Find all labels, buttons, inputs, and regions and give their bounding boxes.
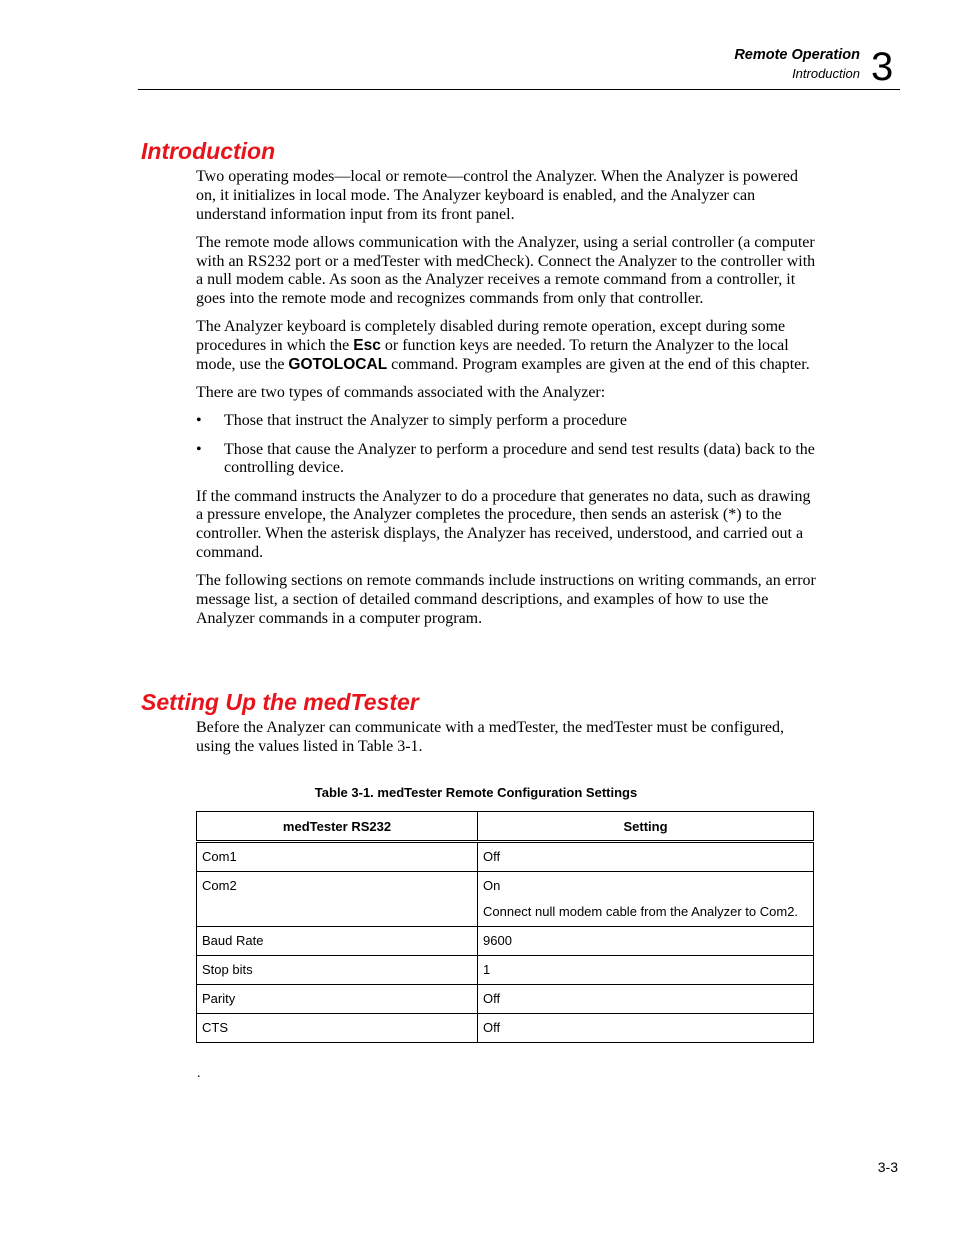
running-title: Remote Operation [734, 47, 860, 63]
cell-name: Parity [197, 985, 478, 1014]
intro-paragraph-6: The following sections on remote commands include instructions on writing commands, an error message list, a section of detailed command descriptions, and examples of how to use the Analyzer commands in a computer program. [196, 572, 816, 627]
cell-name: Com2 [197, 872, 478, 927]
table-header-row [197, 812, 814, 842]
cell-name: Com1 [197, 842, 478, 872]
intro-paragraph-1: Two operating modes—local or remote—control the Analyzer. When the Analyzer is powered on, it initializes in local mode. The Analyzer keyboard is enabled, and the Analyzer can understand information input from its front panel. [196, 168, 798, 223]
bullet-icon: • [196, 440, 202, 458]
cell-note: Connect null modem cable from the Analyzer to Com2. [483, 904, 799, 919]
page-number: 3-3 [877, 1159, 898, 1175]
setup-heading: Setting Up the medTester [141, 689, 419, 715]
config-table [196, 811, 814, 1043]
intro-p3-part-a: The Analyzer keyboard is completely disabled during remote operation, except during some procedures in which the [196, 318, 786, 355]
intro-paragraph-2: The remote mode allows communication with the Analyzer, using a serial controller (a computer with an RS232 port or a medTester with medCheck). Connect the Analyzer to the controller with a null modem cable. As soon as the Analyzer receives a remote command from a controller, it goes into the remote mode and recognizes commands from only that controller. [196, 233, 816, 308]
cell-setting: On [483, 878, 501, 893]
list-item [196, 412, 816, 431]
cell-setting: Off [478, 842, 814, 872]
intro-p3-part-c: command. Program examples are given at the end of this chapter. [387, 355, 810, 373]
command-types-list [196, 412, 816, 478]
cell-setting: Off [478, 985, 814, 1014]
bullet-icon: • [196, 412, 202, 430]
intro-paragraph-4: There are two types of commands associated with the Analyzer: [196, 384, 606, 402]
running-header [734, 46, 860, 84]
intro-body [196, 168, 816, 638]
cell-name: CTS [197, 1014, 478, 1043]
intro-paragraph-5: If the command instructs the Analyzer to do a procedure that generates no data, such as drawing a pressure envelope, the Analyzer completes the procedure, then sends an asterisk (*) to the controller. When the asterisk displays, the Analyzer has received, understood, and carried out a command. [196, 487, 811, 561]
table-row [197, 956, 814, 985]
cell-setting: 1 [478, 956, 814, 985]
column-header-setting: Setting [478, 812, 814, 842]
cell-setting: Off [478, 1014, 814, 1043]
table-row [197, 1014, 814, 1043]
table-caption: Table 3-1. medTester Remote Configuration Settings [314, 785, 638, 800]
cell-name: Baud Rate [197, 927, 478, 956]
list-item-text: Those that instruct the Analyzer to simply perform a procedure [224, 412, 627, 430]
intro-paragraph-3 [196, 318, 816, 374]
running-subtitle: Introduction [792, 66, 860, 81]
chapter-number: 3 [871, 45, 894, 89]
esc-key-label: Esc [353, 337, 381, 355]
setup-body [196, 719, 816, 766]
list-item-text: Those that cause the Analyzer to perform a procedure and send test results (data) back to the controlling device. [224, 440, 815, 477]
intro-heading: Introduction [141, 138, 276, 164]
table-row [197, 927, 814, 956]
gotolocal-command-label: GOTOLOCAL [288, 355, 388, 373]
stray-period: . [197, 1066, 201, 1081]
cell-name: Stop bits [197, 956, 478, 985]
table-row [197, 842, 814, 872]
table-row [197, 985, 814, 1014]
intro-p3-part-b: or function keys are needed. To return the Analyzer to the local mode, use the [196, 337, 789, 373]
list-item [196, 441, 816, 479]
header-divider [138, 89, 900, 90]
cell-setting-multi [478, 872, 814, 927]
cell-setting: 9600 [478, 927, 814, 956]
column-header-rs232: medTester RS232 [197, 812, 478, 842]
setup-paragraph-1: Before the Analyzer can communicate with a medTester, the medTester must be configured, using the values listed in Table 3-1. [196, 719, 785, 755]
table-row [197, 872, 814, 927]
